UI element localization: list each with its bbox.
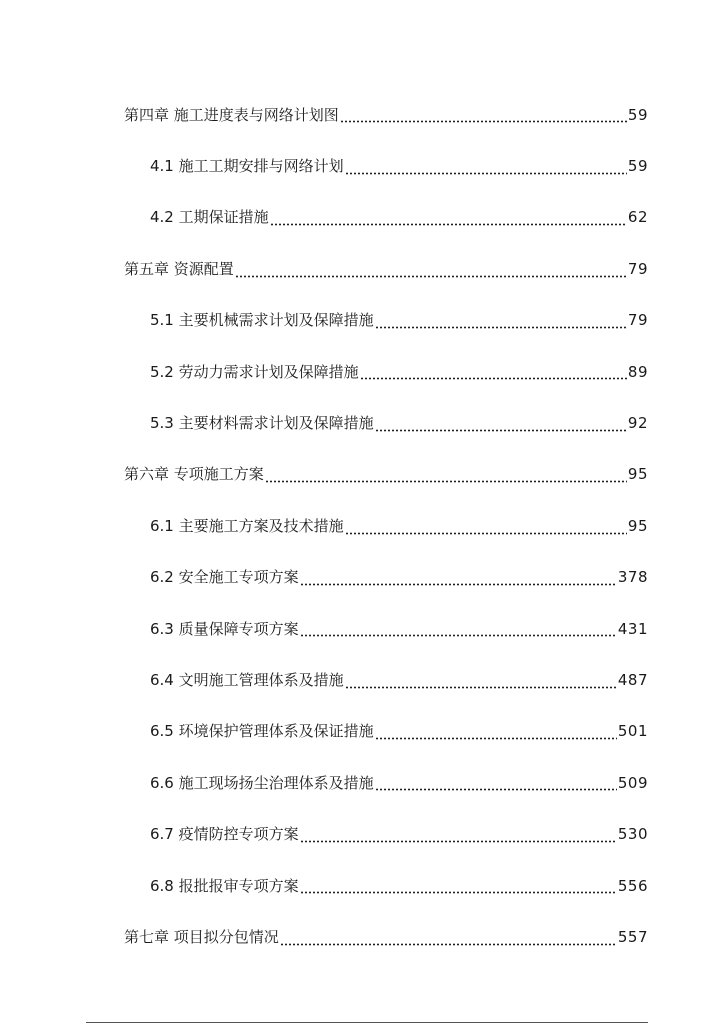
dot-leader [280, 943, 617, 946]
toc-page-number: 557 [617, 927, 648, 946]
toc-section-entry[interactable] [124, 654, 648, 705]
toc-entry-title: 6.1 主要施工方案及技术措施 [150, 516, 344, 535]
toc-entry-title: 第四章 施工进度表与网络计划图 [124, 105, 339, 124]
toc-entry-title: 6.2 安全施工专项方案 [150, 568, 299, 587]
toc-entry-title: 6.3 质量保障专项方案 [150, 619, 299, 638]
toc-section-entry[interactable] [124, 757, 648, 808]
dot-leader [345, 172, 627, 175]
dot-leader [375, 326, 627, 329]
dot-leader [375, 788, 617, 791]
toc-chapter-entry[interactable] [124, 243, 648, 294]
toc-section-entry[interactable] [124, 295, 648, 346]
toc-section-entry[interactable] [124, 346, 648, 397]
toc-chapter-entry[interactable] [124, 449, 648, 500]
toc-entry-title: 6.4 文明施工管理体系及措施 [150, 670, 344, 689]
dot-leader [345, 686, 617, 689]
toc-section-entry[interactable] [124, 706, 648, 757]
toc-chapter-entry[interactable] [124, 89, 648, 140]
toc-entry-title: 5.2 劳动力需求计划及保障措施 [150, 362, 359, 381]
toc-section-entry[interactable] [124, 192, 648, 243]
toc-page-number: 487 [617, 670, 648, 689]
dot-leader [265, 480, 627, 483]
toc-page-number: 89 [627, 362, 648, 381]
toc-page-number: 95 [627, 516, 648, 535]
toc-page-number: 92 [627, 414, 648, 433]
toc-entry-title: 6.8 报批报审专项方案 [150, 876, 299, 895]
toc-section-entry[interactable] [124, 603, 648, 654]
dot-leader [340, 120, 627, 123]
toc-entry-title: 6.7 疫情防控专项方案 [150, 825, 299, 844]
toc-page-number: 79 [627, 259, 648, 278]
toc-entry-title: 第六章 专项施工方案 [124, 465, 264, 484]
toc-page-number: 59 [627, 105, 648, 124]
dot-leader [375, 429, 627, 432]
toc-section-entry[interactable] [124, 140, 648, 191]
toc-page-number: 556 [617, 876, 648, 895]
table-of-contents [124, 89, 648, 963]
dot-leader [375, 737, 617, 740]
footer-rule [86, 1022, 648, 1023]
toc-chapter-entry[interactable] [124, 911, 648, 962]
toc-page-number: 62 [627, 208, 648, 227]
toc-entry-title: 第五章 资源配置 [124, 259, 234, 278]
toc-entry-title: 5.1 主要机械需求计划及保障措施 [150, 311, 374, 330]
dot-leader [360, 377, 627, 380]
dot-leader [300, 891, 617, 894]
toc-entry-title: 6.6 施工现场扬尘治理体系及措施 [150, 773, 374, 792]
toc-entry-title: 第七章 项目拟分包情况 [124, 927, 279, 946]
dot-leader [300, 840, 617, 843]
toc-page-number: 431 [617, 619, 648, 638]
toc-page-number: 95 [627, 465, 648, 484]
toc-entry-title: 6.5 环境保护管理体系及保证措施 [150, 722, 374, 741]
toc-entry-title: 5.3 主要材料需求计划及保障措施 [150, 414, 374, 433]
dot-leader [300, 583, 617, 586]
dot-leader [235, 275, 627, 278]
toc-page-number: 79 [627, 311, 648, 330]
toc-section-entry[interactable] [124, 397, 648, 448]
toc-page-number: 509 [617, 773, 648, 792]
toc-page-number: 501 [617, 722, 648, 741]
toc-page-number: 59 [627, 157, 648, 176]
dot-leader [345, 532, 627, 535]
toc-entry-title: 4.1 施工工期安排与网络计划 [150, 157, 344, 176]
toc-section-entry[interactable] [124, 860, 648, 911]
toc-page-number: 378 [617, 568, 648, 587]
dot-leader [300, 634, 617, 637]
toc-entry-title: 4.2 工期保证措施 [150, 208, 269, 227]
toc-page-number: 530 [617, 825, 648, 844]
toc-section-entry[interactable] [124, 552, 648, 603]
dot-leader [270, 223, 627, 226]
toc-section-entry[interactable] [124, 808, 648, 859]
toc-section-entry[interactable] [124, 500, 648, 551]
